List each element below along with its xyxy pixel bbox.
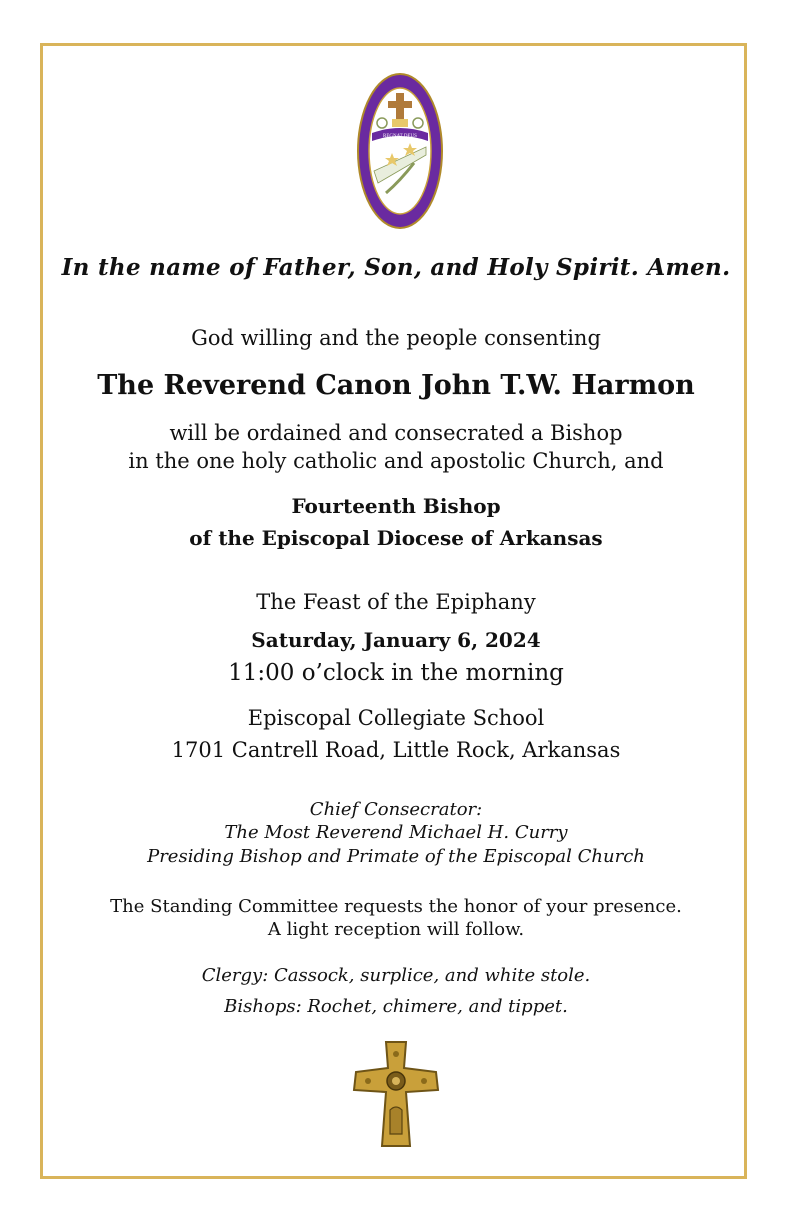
event-date: Saturday, January 6, 2024 [251, 628, 541, 652]
invocation: In the name of Father, Son, and Holy Spirit. Amen. [61, 254, 731, 281]
ordination-line-1: will be ordained and consecrated a Bishop [169, 421, 623, 445]
consecrator-name: The Most Reverend Michael H. Curry [224, 822, 568, 843]
office-line-1: Fourteenth Bishop [291, 494, 501, 518]
consecrator-label: Chief Consecrator: [309, 799, 483, 820]
diocese-seal-icon [356, 71, 444, 231]
event-venue: Episcopal Collegiate School [247, 706, 545, 730]
clergy-dress: Clergy: Cassock, surplice, and white stole. [201, 965, 591, 986]
ordination-line-2: in the one holy catholic and apostolic Church, and [128, 449, 664, 473]
seal-banner-text: REGNAT DEUS [383, 134, 417, 139]
bishops-dress: Bishops: Rochet, chimere, and tippet. [224, 996, 568, 1017]
consecrator-title: Presiding Bishop and Primate of the Episcopal Church [147, 846, 645, 867]
event-address: 1701 Cantrell Road, Little Rock, Arkansas [171, 738, 621, 762]
cross-icon [350, 1038, 442, 1150]
reception-note: A light reception will follow. [267, 919, 525, 940]
consent-line: God willing and the people consenting [191, 326, 601, 350]
presence-request: The Standing Committee requests the honor of your presence. [110, 896, 682, 917]
candidate-name: The Reverend Canon John T.W. Harmon [97, 370, 695, 401]
event-time: 11:00 o’clock in the morning [228, 660, 564, 686]
feast-name: The Feast of the Epiphany [256, 590, 536, 614]
office-line-2: of the Episcopal Diocese of Arkansas [189, 526, 603, 550]
